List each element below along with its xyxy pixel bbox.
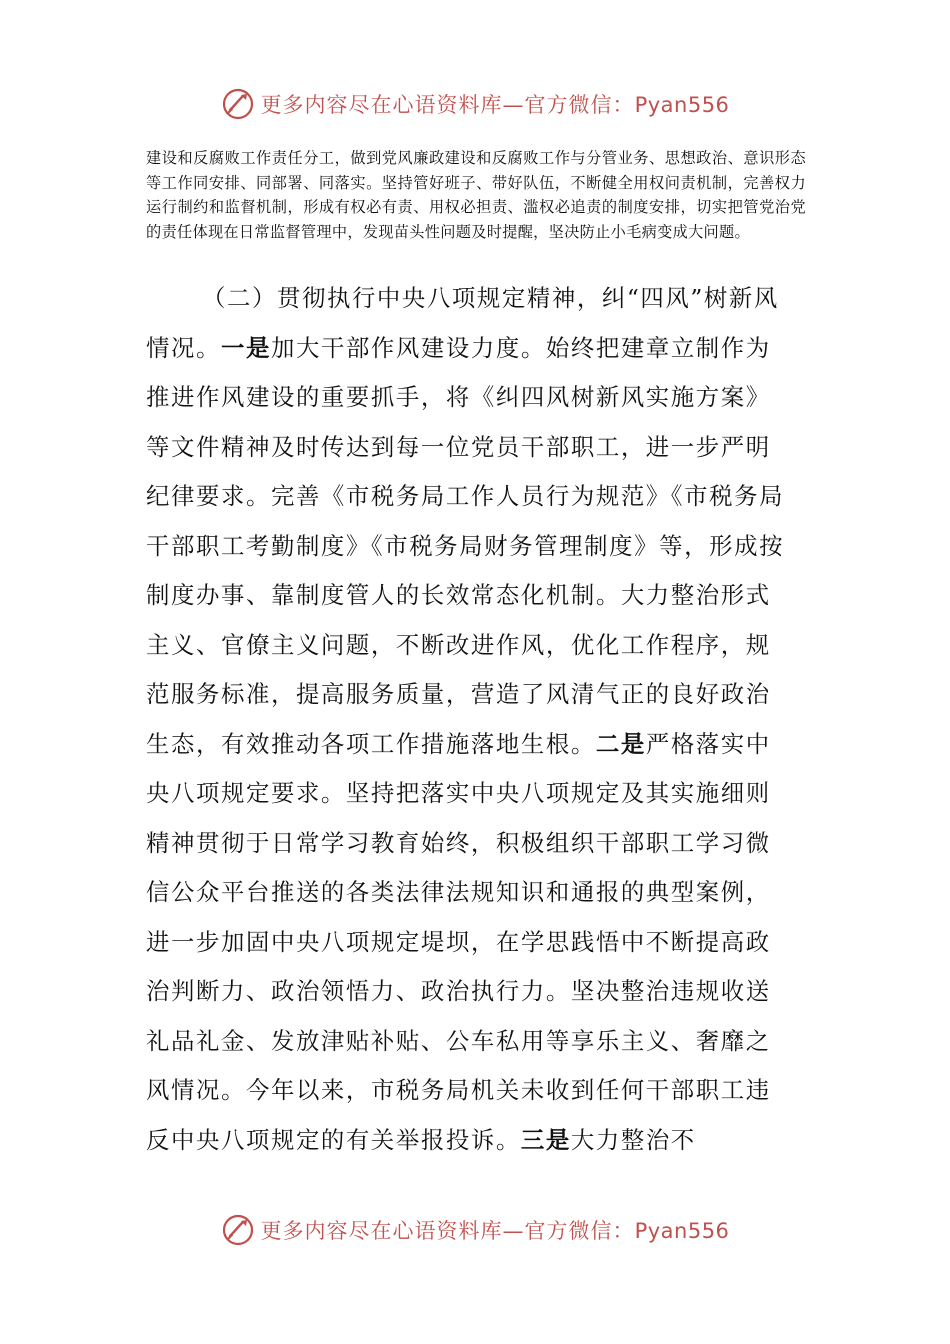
- section-paragraph: [146, 274, 794, 1165]
- point-3-label: 三是: [520, 1125, 571, 1154]
- point-2-label: 二是: [595, 729, 646, 758]
- watermark-text: 更多内容尽在心语资料库—官方微信：Pyan556: [260, 93, 730, 117]
- point-3-text: 大力整治不: [570, 1125, 696, 1154]
- watermark-header: [0, 84, 950, 124]
- watermark-text: 更多内容尽在心语资料库—官方微信：Pyan556: [260, 1219, 730, 1243]
- point-2-text: 严格落实中央八项规定要求。坚持把落实中央八项规定及其实施细则精神贯彻于日常学习教育始终，积极组织干部职工学习微信公众平台推送的各类法律法规知识和通报的典型案例，进一步加固中央八项规定堤坝，在学思践悟中不断提高政治判断力、政治领悟力、政治执行力。坚决整治违规收送礼品礼金、发放津贴补贴、公车私用等享乐主义、奢靡之风情况。今年以来，市税务局机关未收到任何干部职工违反中央八项规定的有关举报投诉。: [146, 729, 771, 1154]
- point-1-label: 一是: [220, 333, 271, 362]
- pen-logo-icon: [221, 87, 255, 121]
- pen-logo-icon: [221, 1213, 255, 1247]
- point-1-text: 加大干部作风建设力度。始终把建章立制作为推进作风建设的重要抓手，将《纠四风树新风实施方案》等文件精神及时传达到每一位党员干部职工，进一步严明纪律要求。完善《市税务局工作人员行为规范》《市税务局干部职工考勤制度》《市税务局财务管理制度》等，形成按制度办事、靠制度管人的长效常态化机制。大力整治形式主义、官僚主义问题，不断改进作风，优化工作程序，规范服务标准，提高服务质量，营造了风清气正的良好政治生态，有效推动各项工作措施落地生根。: [146, 333, 785, 758]
- watermark-wechat-id: Pyan556: [634, 1219, 730, 1243]
- watermark-footer: [0, 1210, 950, 1250]
- section-heading: （二）贯彻执行中央八项规定精神，纠“四风”树新风情况。: [146, 284, 779, 362]
- watermark-wechat-id: Pyan556: [634, 93, 730, 117]
- top-paragraph: 建设和反腐败工作责任分工，做到党风廉政建设和反腐败工作与分管业务、思想政治、意识形态等工作同安排、同部署、同落实。坚持管好班子、带好队伍，不断健全用权问责机制，完善权力运行制约和监督机制，形成有权必有责、用权必担责、滥权必追责的制度安排，切实把管党治党的责任体现在日常监督管理中，发现苗头性问题及时提醒，坚决防止小毛病变成大问题。: [146, 149, 806, 241]
